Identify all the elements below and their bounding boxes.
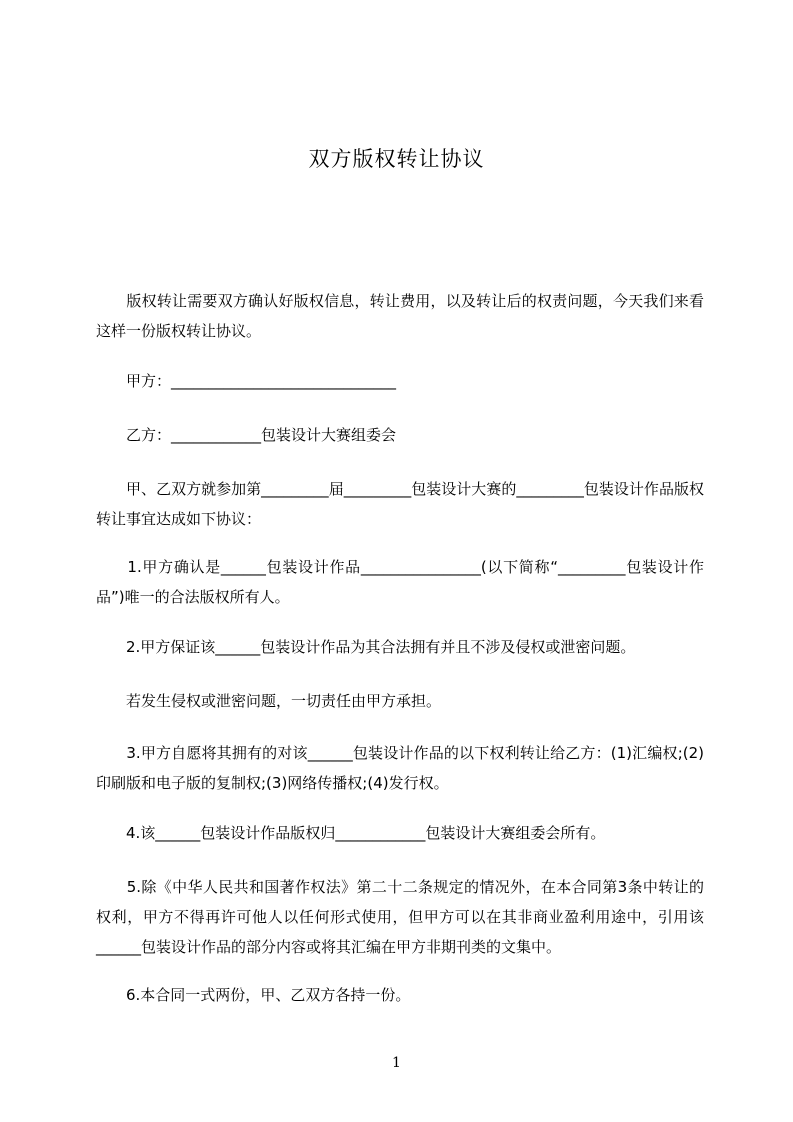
page-number: 1 [392, 1055, 401, 1071]
clause-2: 2.甲方保证该______包装设计作品为其合法拥有并且不涉及侵权或泄密问题。 [96, 638, 636, 656]
agreement-preamble: 甲、乙双方就参加第_________届_________包装设计大赛的_________包装设计作品版权转让事宜达成如下协议： [96, 480, 704, 528]
clause-6: 6.本合同一式两份，甲、乙双方各持一份。 [96, 986, 411, 1004]
clause-5: 5.除《中华人民共和国著作权法》第二十二条规定的情况外，在本合同第3条中转让的权利，甲方不得再许可他人以任何形式使用，但甲方可以在其非商业盈利用途中，引用该______包装设计作品的部分内容或将其汇编在甲方非期刊类的文集中。 [96, 878, 704, 956]
clause-2-liability: 若发生侵权或泄密问题，一切责任由甲方承担。 [96, 692, 442, 710]
party-a-line: 甲方：______________________________ [96, 372, 397, 390]
clause-4: 4.该______包装设计作品版权归____________包装设计大赛组委会所有。 [96, 824, 606, 842]
intro-paragraph: 版权转让需要双方确认好版权信息，转让费用，以及转让后的权责问题，今天我们来看这样一份版权转让协议。 [96, 292, 704, 340]
clause-3: 3.甲方自愿将其拥有的对该______包装设计作品的以下权利转让给乙方：(1)汇编权;(2)印刷版和电子版的复制权;(3)网络传播权;(4)发行权。 [96, 744, 704, 792]
party-b-line: 乙方：____________包装设计大赛组委会 [96, 426, 397, 444]
clause-1: 1.甲方确认是______包装设计作品________________(以下简称“_________包装设计作品”)唯一的合法版权所有人。 [96, 558, 704, 606]
document-title: 双方版权转让协议 [308, 147, 485, 171]
